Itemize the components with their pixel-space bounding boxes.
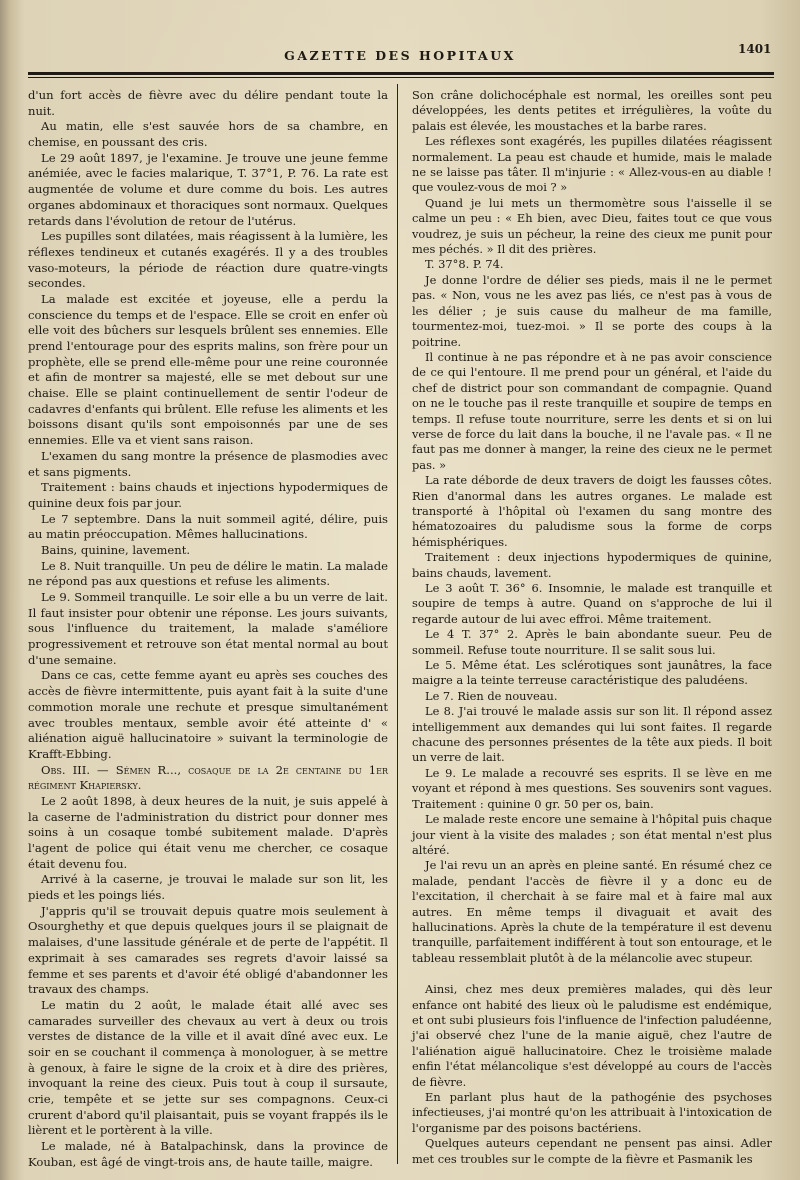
paragraph: La rate déborde de deux travers de doigt les fausses côtes. Rien d'anormal dans les autres organes. Le malade est transporté à l'hôpital où l'examen du sang montre des hématozoaires du paludisme sous la forme de corps hémisphériques. [412, 473, 772, 549]
header-rule-thick [28, 72, 774, 75]
paragraph: Je donne l'ordre de délier ses pieds, mais il ne le permet pas. « Non, vous ne les avez pas liés, ce n'est pas à vous de les délier ; je suis cause du malheur de ma famille, tourmentez-moi, tuez-moi. » Il se porte des coups à la poitrine. [412, 272, 772, 349]
left-column [28, 88, 388, 1170]
paragraph: Au matin, elle s'est sauvée hors de sa chambre, en chemise, en poussant des cris. [28, 119, 388, 150]
paragraph: Traitement : bains chauds et injections hypodermiques de quinine deux fois par jour. [28, 480, 388, 510]
paragraph: Le 8. J'ai trouvé le malade assis sur son lit. Il répond assez intelligemment aux demandes qui lui sont faites. Il regarde chacune des personnes présentes de la tête aux pieds. Il boit un verre de lait. [412, 704, 772, 765]
paragraph: Le malade, né à Batalpachinsk, dans la province de Kouban, est âgé de vingt-trois ans, de haute taille, maigre. [28, 1139, 388, 1169]
paragraph: Le 9. Le malade a recouvré ses esprits. Il se lève en me voyant et répond à mes questions. Ses souvenirs sont vagues. Traitement : quinine 0 gr. 50 per os, bain. [412, 765, 772, 811]
paragraph: Il continue à ne pas répondre et à ne pas avoir conscience de ce qui l'entoure. Il me prend pour un général, et l'aide du chef de district pour son commandant de compagnie. Quand on ne le touche pas il reste tranquille et soupire de temps en temps. Il refuse toute nourriture, serre les dents et si on lui verse de force du lait dans la bouche, il ne l'avale pas. « Il ne faut pas me donner à manger, la reine des cieux ne le permet pas. » [412, 349, 772, 472]
paragraph: Le 8. Nuit tranquille. Un peu de délire le matin. La malade ne répond pas aux questions et refuse les aliments. [28, 558, 388, 589]
paragraph: d'un fort accès de fièvre avec du délire pendant toute la nuit. [28, 88, 388, 118]
paragraph: En parlant plus haut de la pathogénie des psychoses infectieuses, j'ai montré qu'on les attribuait à l'intoxication de l'organisme par des poisons bactériens. [412, 1090, 772, 1135]
paragraph: Le 29 août 1897, je l'examine. Je trouve une jeune femme anémiée, avec le facies malarique, T. 37°1, P. 76. La rate est augmentée de volume et dure comme du bois. Les autres organes abdominaux et thoraciques sont normaux. Quelques retards dans l'évolution de retour de l'utérus. [28, 150, 388, 228]
paragraph: Quand je lui mets un thermomètre sous l'aisselle il se calme un peu : « Eh bien, avec Dieu, faites tout ce que vous voudrez, je suis un pécheur, la reine des cieux me punit pour mes péchés. » Il dit des prières. [412, 195, 772, 257]
paragraph: Traitement : deux injections hypodermiques de quinine, bains chauds, lavement. [412, 550, 772, 580]
paragraph: Quelques auteurs cependant ne pensent pas ainsi. Adler met ces troubles sur le compte de la fièvre et Pasmanik les [412, 1136, 772, 1166]
paragraph: Le 2 août 1898, à deux heures de la nuit, je suis appelé à la caserne de l'administration du district pour donner mes soins à un cosaque tombé subitement malade. D'après l'agent de police qui était venu me chercher, ce cosaque était devenu fou. [28, 793, 388, 871]
paragraph: Le matin du 2 août, le malade était allé avec ses camarades surveiller des chevaux au vert à deux ou trois verstes de distance de la ville et il avait dîné avec eux. Le soir en se couchant il commença à monologuer, à se mettre à genoux, à faire le signe de la croix et à dire des prières, invoquant la reine des cieux. Puis tout à coup il sursaute, crie, tempête et se jette sur ses compagnons. Ceux-ci crurent d'abord qu'il plaisantait, puis se voyant frappés ils le lièrent et le portèrent à la ville. [28, 997, 388, 1138]
paragraph: Bains, quinine, lavement. [41, 542, 191, 557]
paragraph: Arrivé à la caserne, je trouvai le malade sur son lit, les pieds et les poings liés. [28, 872, 388, 903]
paragraph: Le malade reste encore une semaine à l'hôpital puis chaque jour vient à la visite des malades ; son état mental n'est plus altéré. [412, 812, 772, 857]
right-column [412, 88, 772, 1167]
paragraph: Les pupilles sont dilatées, mais réagissent à la lumière, les réflexes tendineux et cutanés exagérés. Il y a des troubles vaso-moteurs, la période de réaction dure quatre-vingts secondes. [28, 229, 388, 291]
paragraph: Je l'ai revu un an après en pleine santé. En résumé chez ce malade, pendant l'accès de fièvre il y a donc eu de l'excitation, il cherchait à se faire mal et à faire mal aux autres. En même temps il divaguait et avait des hallucinations. Après la chute de la température il est devenu tranquille, parfaitement indifférent à tout son entourage, et le tableau ressemblait plutôt à de la mélancolie avec stupeur. [412, 858, 772, 965]
paragraph: Le 4 T. 37° 2. Après le bain abondante sueur. Peu de sommeil. Refuse toute nourriture. Il se salit sous lui. [412, 627, 772, 657]
paragraph: La malade est excitée et joyeuse, elle a perdu la conscience du temps et de l'espace. Elle se croit en enfer où elle voit des bûchers sur lesquels brûlent ses ennemies. Elle prend l'entourage pour des esprits malins, son frère pour un prophète, elle se prend elle-même pour une reine couronnée et afin de montrer sa majesté, elle se met debout sur une chaise. Elle se plaint continuellement de sentir l'odeur de cadavres d'enfants qui brûlent. Elle refuse les aliments et les boissons disant qu'ils sont empoisonnés par une de ses ennemies. Elle va et vient sans raison. [28, 291, 388, 448]
observation-heading: Obs. III. — Sémen R..., cosaque de la 2e centaine du 1er régiment Khapiersky. [28, 762, 388, 793]
paragraph: Ainsi, chez mes deux premières malades, qui dès leur enfance ont habité des lieux où le paludisme est endémique, et ont subi plusieurs fois l'influence de l'infection paludéenne, j'ai observé chez l'une de la manie aiguë, chez l'autre de l'aliénation aiguë hallucinatoire. Chez le troisième malade enfin l'état mélancolique s'est développé au cours de l'accès de fièvre. [412, 982, 772, 1089]
running-title: GAZETTE DES HOPITAUX [284, 48, 516, 63]
header-rule-thin [28, 77, 774, 78]
paragraph: Les réflexes sont exagérés, les pupilles dilatées réagissent normalement. La peau est chaude et humide, mais le malade ne se laisse pas tâter. Il m'injurie : « Allez-vous-en au diable ! que voulez-vous de moi ? » [412, 134, 772, 195]
paragraph: Le 9. Sommeil tranquille. Le soir elle a bu un verre de lait. Il faut insister pour obtenir une réponse. Les jours suivants, sous l'influence du traitement, la malade s'améliore progressivement et retrouve son état mental normal au bout d'une semaine. [28, 590, 388, 667]
paragraph: Le 7 septembre. Dans la nuit sommeil agité, délire, puis au matin préoccupation. Mêmes hallucinations. [28, 511, 388, 542]
paragraph: Le 3 août T. 36° 6. Insomnie, le malade est tranquille et soupire de temps à autre. Quand on s'approche de lui il regarde autour de lui avec effroi. Même traitement. [412, 581, 772, 626]
paragraph: J'appris qu'il se trouvait depuis quatre mois seulement à Osourghethy et que depuis quelques jours il se plaignait de malaises, d'une lassitude générale et de perte de l'appétit. Il exprimait à ses camarades ses regrets d'avoir laissé sa femme et ses parents et d'avoir été obligé d'abandonner les travaux des champs. [28, 903, 388, 997]
column-divider [397, 84, 398, 1164]
paragraph: Dans ce cas, cette femme ayant eu après ses couches des accès de fièvre intermittente, puis ayant fait à la suite d'une commotion morale une rechute et presque simultanément avec troubles mentaux, semble avoir été atteinte d' « aliénation aiguë hallucinatoire » suivant la terminologie de Krafft-Ebbing. [28, 668, 388, 761]
paragraph: Son crâne dolichocéphale est normal, les oreilles sont peu développées, les dents petites et irrégulières, la voûte du palais est élevée, les moustaches et la barbe rares. [412, 88, 772, 133]
paragraph: T. 37°8. P. 74. [425, 257, 504, 272]
paragraph: Le 7. Rien de nouveau. [425, 688, 558, 703]
page-number: 1401 [738, 42, 772, 56]
paragraph: Le 5. Même état. Les sclérotiques sont jaunâtres, la face maigre a la teinte terreuse caractéristique des paludéens. [412, 658, 772, 688]
paragraph: L'examen du sang montre la présence de plasmodies avec et sans pigments. [28, 448, 388, 479]
